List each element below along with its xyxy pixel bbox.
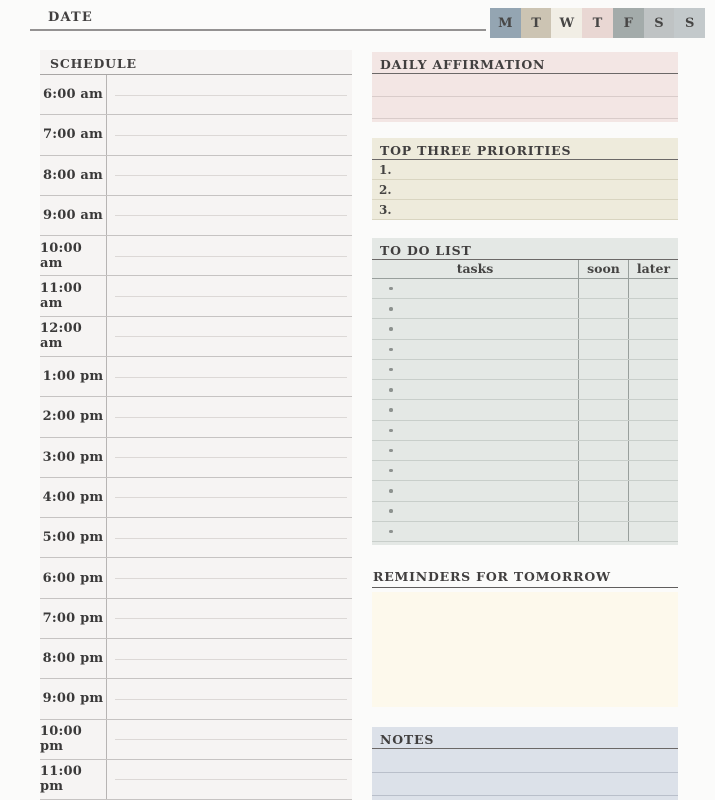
bullet-dot [389, 307, 393, 311]
priority-number: 1. [379, 162, 392, 177]
schedule-row [40, 397, 352, 437]
todo-row [372, 279, 678, 299]
time-label: 9:00 am [40, 196, 107, 235]
schedule-row [40, 679, 352, 719]
schedule-row [40, 115, 352, 155]
todo-title: TO DO LIST [372, 238, 678, 260]
todo-column-soon: soon [578, 260, 628, 278]
todo-soon-cell[interactable] [578, 522, 628, 541]
todo-row [372, 461, 678, 481]
todo-soon-cell[interactable] [578, 360, 628, 379]
schedule-row [40, 760, 352, 800]
time-label: 4:00 pm [40, 478, 107, 517]
todo-soon-cell[interactable] [578, 299, 628, 318]
todo-task-cell[interactable] [372, 299, 578, 318]
todo-soon-cell[interactable] [578, 380, 628, 399]
todo-row [372, 400, 678, 420]
todo-task-cell[interactable] [372, 522, 578, 541]
schedule-row [40, 720, 352, 760]
todo-task-cell[interactable] [372, 360, 578, 379]
todo-table [372, 260, 678, 542]
time-label: 2:00 pm [40, 397, 107, 436]
schedule-row [40, 599, 352, 639]
time-label: 7:00 pm [40, 599, 107, 638]
time-label: 10:00 pm [40, 720, 107, 759]
todo-later-cell[interactable] [628, 400, 678, 419]
affirmation-lines [372, 74, 678, 119]
todo-later-cell[interactable] [628, 360, 678, 379]
todo-row [372, 421, 678, 441]
reminders-title: REMINDERS FOR TOMORROW [372, 564, 678, 588]
todo-later-cell[interactable] [628, 340, 678, 359]
todo-row [372, 441, 678, 461]
priorities-title: TOP THREE PRIORITIES [372, 138, 678, 160]
todo-row [372, 502, 678, 522]
todo-later-cell[interactable] [628, 380, 678, 399]
time-label: 11:00 am [40, 276, 107, 315]
bullet-dot [389, 348, 393, 352]
time-label: 11:00 pm [40, 760, 107, 799]
time-label: 3:00 pm [40, 438, 107, 477]
weekday-box[interactable]: S [644, 8, 675, 38]
todo-task-cell[interactable] [372, 319, 578, 338]
daily-affirmation-title: DAILY AFFIRMATION [372, 52, 678, 74]
todo-row [372, 299, 678, 319]
priority-row[interactable] [372, 200, 678, 220]
schedule-entry-line[interactable] [107, 720, 352, 759]
todo-task-cell[interactable] [372, 340, 578, 359]
time-label: 12:00 am [40, 317, 107, 356]
schedule-entry-line[interactable] [107, 478, 352, 517]
bullet-dot [389, 368, 393, 372]
todo-row [372, 319, 678, 339]
affirmation-writing-line[interactable] [372, 97, 678, 120]
todo-task-cell[interactable] [372, 380, 578, 399]
time-label: 6:00 pm [40, 558, 107, 597]
bullet-dot [389, 287, 393, 291]
reminders-section [372, 564, 678, 588]
bullet-dot [389, 408, 393, 412]
schedule-entry-line[interactable] [107, 196, 352, 235]
bullet-dot [389, 449, 393, 453]
schedule-row [40, 357, 352, 397]
todo-later-cell[interactable] [628, 441, 678, 460]
schedule-row [40, 236, 352, 276]
schedule-section [40, 50, 352, 800]
schedule-entry-line[interactable] [107, 156, 352, 195]
schedule-entry-line[interactable] [107, 679, 352, 718]
schedule-entry-line[interactable] [107, 558, 352, 597]
todo-task-cell[interactable] [372, 400, 578, 419]
weekday-box[interactable]: T [521, 8, 552, 38]
schedule-entry-line[interactable] [107, 357, 352, 396]
notes-lines [372, 750, 678, 796]
todo-row [372, 340, 678, 360]
todo-later-cell[interactable] [628, 299, 678, 318]
bullet-dot [389, 327, 393, 331]
notes-title: NOTES [372, 727, 678, 749]
todo-later-cell[interactable] [628, 502, 678, 521]
schedule-entry-line[interactable] [107, 115, 352, 154]
schedule-entry-line[interactable] [107, 518, 352, 557]
daily-affirmation-section [372, 52, 678, 122]
todo-later-cell[interactable] [628, 481, 678, 500]
weekday-selector [490, 8, 705, 38]
priorities-rows [372, 160, 678, 220]
time-label: 8:00 am [40, 156, 107, 195]
bullet-dot [389, 429, 393, 433]
todo-soon-cell[interactable] [578, 421, 628, 440]
bullet-dot [389, 469, 393, 473]
schedule-entry-line[interactable] [107, 397, 352, 436]
todo-header-row [372, 260, 678, 279]
todo-row [372, 380, 678, 400]
todo-task-cell[interactable] [372, 481, 578, 500]
weekday-box[interactable]: F [613, 8, 644, 38]
priorities-section [372, 138, 678, 220]
time-label: 6:00 am [40, 75, 107, 114]
todo-column-later: later [628, 260, 678, 278]
schedule-row [40, 438, 352, 478]
bullet-dot [389, 489, 393, 493]
priority-number: 2. [379, 182, 392, 197]
priority-row[interactable] [372, 160, 678, 180]
schedule-row [40, 276, 352, 316]
time-label: 1:00 pm [40, 357, 107, 396]
todo-section [372, 238, 678, 545]
schedule-entry-line[interactable] [107, 438, 352, 477]
weekday-box[interactable]: T [582, 8, 613, 38]
todo-task-cell[interactable] [372, 279, 578, 298]
weekday-box[interactable]: M [490, 8, 521, 38]
todo-soon-cell[interactable] [578, 279, 628, 298]
schedule-row [40, 196, 352, 236]
todo-task-cell[interactable] [372, 502, 578, 521]
todo-later-cell[interactable] [628, 522, 678, 541]
schedule-rows [40, 75, 352, 800]
schedule-entry-line[interactable] [107, 276, 352, 315]
todo-soon-cell[interactable] [578, 340, 628, 359]
todo-rows [372, 279, 678, 542]
schedule-row [40, 75, 352, 115]
todo-row [372, 481, 678, 501]
schedule-title: SCHEDULE [40, 50, 352, 75]
time-label: 10:00 am [40, 236, 107, 275]
schedule-row [40, 317, 352, 357]
todo-soon-cell[interactable] [578, 461, 628, 480]
schedule-row [40, 558, 352, 598]
schedule-entry-line[interactable] [107, 639, 352, 678]
todo-later-cell[interactable] [628, 319, 678, 338]
notes-writing-line[interactable] [372, 750, 678, 773]
notes-section [372, 727, 678, 800]
todo-task-cell[interactable] [372, 421, 578, 440]
todo-soon-cell[interactable] [578, 400, 628, 419]
todo-task-cell[interactable] [372, 461, 578, 480]
notes-writing-line[interactable] [372, 773, 678, 796]
schedule-row [40, 156, 352, 196]
weekday-box[interactable]: S [674, 8, 705, 38]
priority-row[interactable] [372, 180, 678, 200]
schedule-row [40, 478, 352, 518]
time-label: 5:00 pm [40, 518, 107, 557]
schedule-row [40, 639, 352, 679]
todo-soon-cell[interactable] [578, 319, 628, 338]
todo-column-tasks: tasks [456, 261, 494, 276]
todo-soon-cell[interactable] [578, 502, 628, 521]
todo-soon-cell[interactable] [578, 441, 628, 460]
date-label: DATE [48, 10, 94, 25]
schedule-entry-line[interactable] [107, 760, 352, 799]
schedule-entry-line[interactable] [107, 75, 352, 114]
bullet-dot [389, 509, 393, 513]
todo-row [372, 522, 678, 542]
todo-soon-cell[interactable] [578, 481, 628, 500]
todo-later-cell[interactable] [628, 279, 678, 298]
date-input-line[interactable] [30, 29, 486, 31]
bullet-dot [389, 530, 393, 534]
todo-later-cell[interactable] [628, 461, 678, 480]
weekday-box[interactable]: W [551, 8, 582, 38]
schedule-entry-line[interactable] [107, 599, 352, 638]
schedule-entry-line[interactable] [107, 317, 352, 356]
affirmation-writing-line[interactable] [372, 74, 678, 97]
todo-task-cell[interactable] [372, 441, 578, 460]
time-label: 8:00 pm [40, 639, 107, 678]
schedule-row [40, 518, 352, 558]
bullet-dot [389, 388, 393, 392]
todo-row [372, 360, 678, 380]
time-label: 7:00 am [40, 115, 107, 154]
time-label: 9:00 pm [40, 679, 107, 718]
reminders-writing-area[interactable] [372, 592, 678, 707]
schedule-entry-line[interactable] [107, 236, 352, 275]
priority-number: 3. [379, 202, 392, 217]
todo-later-cell[interactable] [628, 421, 678, 440]
